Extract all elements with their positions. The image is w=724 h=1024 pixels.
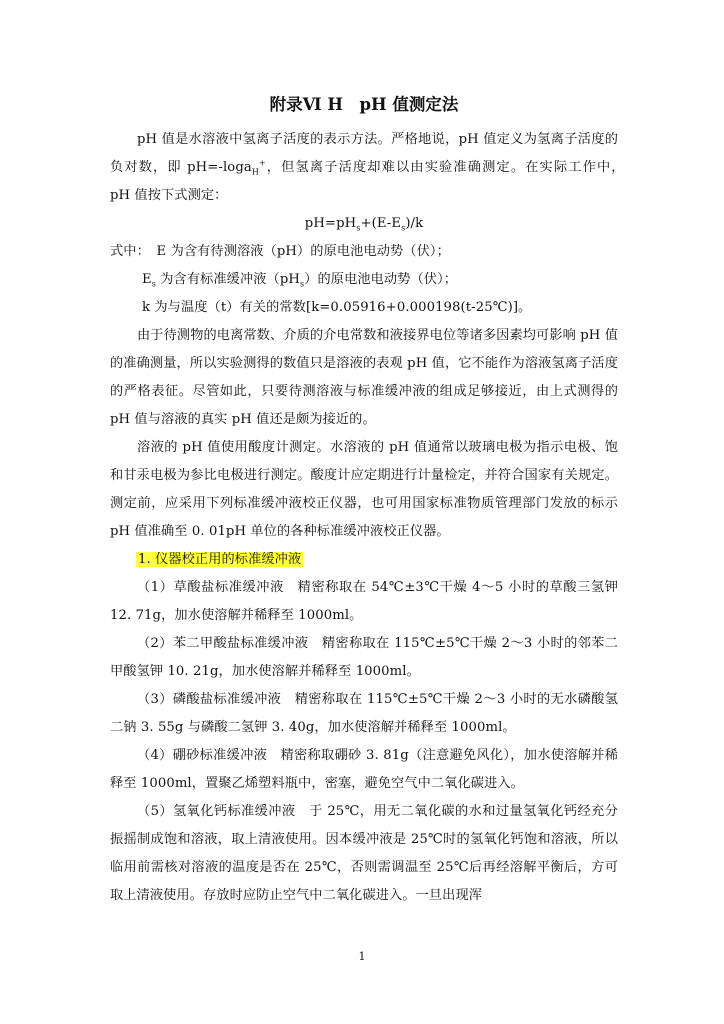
buffer-item-4: （4）硼砂标准缓冲液 精密称取硼砂 3. 81g（注意避免风化），加水使溶解并稀释至 1000ml，置聚乙烯塑料瓶中，密塞，避免空气中二氧化碳进入。 xyxy=(110,748,618,791)
def-es-text: 为含有标准缓冲液（pH xyxy=(155,272,300,287)
formula-sub-1: s xyxy=(356,223,361,233)
intro-superscript: + xyxy=(258,158,266,168)
def-es-sub-2: s xyxy=(299,279,305,289)
definition-e: 式中： E 为含有待测溶液（pH）的原电池电动势（伏）； xyxy=(110,244,450,259)
buffer-item-1: （1）草酸盐标准缓冲液 精密称取在 54℃±3℃干燥 4～5 小时的草酸三氢钾 12. 71g，加水使溶解并稀释至 1000ml。 xyxy=(110,580,618,623)
page-number: 1 xyxy=(358,950,366,963)
section-heading xyxy=(110,546,618,574)
def-es-text-end: ）的原电池电动势（伏）； xyxy=(304,272,458,287)
page-title: 附录Ⅵ H pH 值测定法 xyxy=(269,95,459,114)
intro-text: pH 值是水溶液中氢离子活度的表示方法。严格地说，pH 值定义为氢离子活度的负对数，即 pH=-loga xyxy=(110,132,618,175)
ph-formula xyxy=(110,210,618,238)
measurement-paragraph: 由于待测物的电离常数、介质的介电常数和液接界电位等诸多因素均可影响 pH 值的准确测量，所以实验测得的数值只是溶液的表观 pH 值，它不能作为溶液氢离子活度的严格表征。尽管如此，只要待测溶液与标准缓冲液的组成足够接近，由上式测得的 pH 值与溶液的真实 pH 值还是颇为接近的。 xyxy=(110,328,618,427)
formula-part-a: pH=pH xyxy=(304,216,357,231)
definition-k: k 为与温度（t）有关的常数[k=0.05916+0.000198(t-25℃)]。 xyxy=(142,300,532,315)
intro-paragraph xyxy=(110,126,632,210)
formula-part-c: )/k xyxy=(405,216,424,231)
buffer-item-5: （5）氢氧化钙标准缓冲液 于 25℃，用无二氧化碳的水和过量氢氧化钙经充分振摇制成饱和溶液，取上清液使用。因本缓冲液是 25℃时的氢氧化钙饱和溶液，所以临用前需核对溶液的温度是否在 25℃，否则需调温至 25℃后再经溶解平衡后，方可取上清液使用。存放时应防止空气中二氧化碳进入。一旦出现浑 xyxy=(110,804,618,903)
buffer-item-3: （3）磷酸盐标准缓冲液 精密称取在 115℃±5℃干燥 2～3 小时的无水磷酸氢二钠 3. 55g 与磷酸二氢钾 3. 40g，加水使溶解并稀释至 1000ml。 xyxy=(110,692,618,735)
def-es-symbol: E xyxy=(142,272,152,287)
def-es-sub: s xyxy=(151,279,156,289)
highlighted-heading: 1. 仪器校正用的标准缓冲液 xyxy=(138,552,302,567)
formula-part-b: +(E-E xyxy=(360,216,402,231)
intro-text-end: ，但氢离子活度却难以由实验准确测定。在实际工作中， pH 值按下式测定： xyxy=(110,160,632,203)
intro-subscript: H xyxy=(251,167,259,177)
instrument-paragraph: 溶液的 pH 值使用酸度计测定。水溶液的 pH 值通常以玻璃电极为指示电极、饱和甘汞电极为参比电极进行测定。酸度计应定期进行计量检定，并符合国家有关规定。测定前，应采用下列标准缓冲液校正仪器，也可用国家标准物质管理部门发放的标示 pH 值准确至 0. 01pH 单位的各种标准缓冲液校正仪器。 xyxy=(110,440,618,539)
formula-sub-2: s xyxy=(401,223,406,233)
buffer-item-2: （2）苯二甲酸盐标准缓冲液 精密称取在 115℃±5℃干燥 2～3 小时的邻苯二甲酸氢钾 10. 21g，加水使溶解并稀释至 1000ml。 xyxy=(110,636,618,679)
document-body xyxy=(110,92,632,910)
definition-es xyxy=(110,266,618,294)
